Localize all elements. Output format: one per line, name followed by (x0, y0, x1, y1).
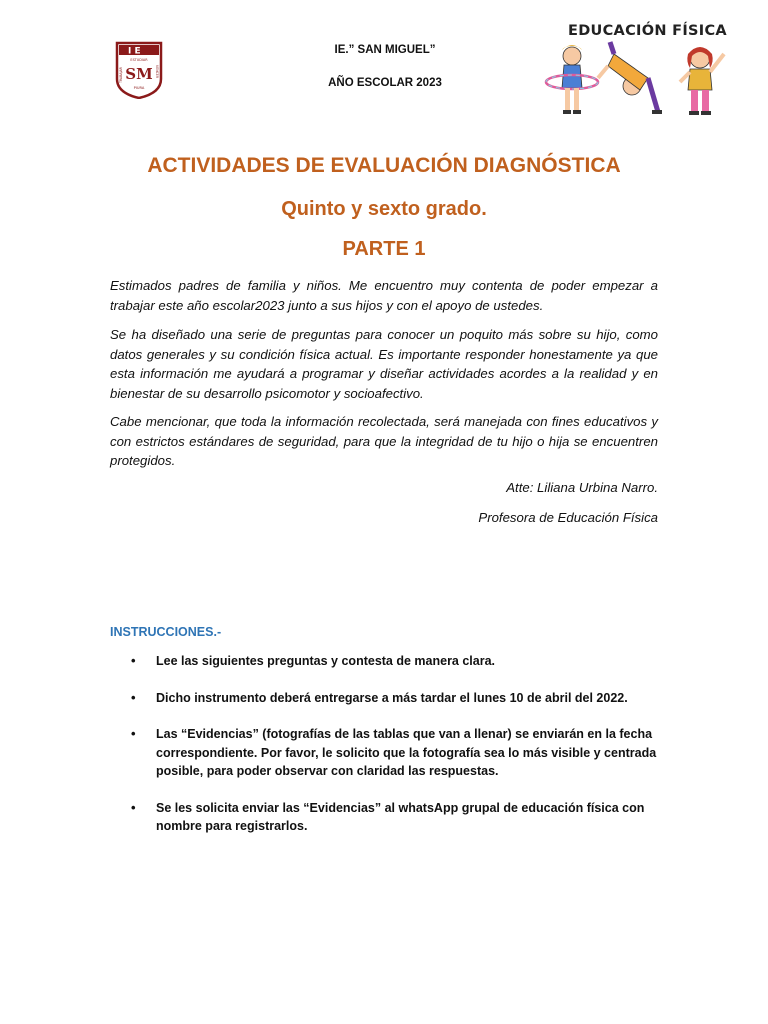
instructions-list (110, 652, 670, 854)
intro-paragraph: Estimados padres de familia y niños. Me encuentro muy contenta de poder empezar a trabajar este año escolar2023 junto a sus hijos y con el apoyo de ustedes. (110, 278, 658, 313)
instruction-item (110, 689, 670, 708)
logo-motto-right: VENCER (155, 65, 159, 79)
instructions-heading: INSTRUCCIONES.- (110, 625, 222, 639)
instruction-item (110, 725, 670, 781)
bullet-icon: • (131, 653, 136, 668)
child-hula-hoop-figure (546, 45, 598, 114)
part-heading: PARTE 1 (342, 238, 426, 260)
school-name: IE.” SAN MIGUEL” (334, 44, 436, 56)
school-year: AÑO ESCOLAR 2023 (328, 77, 442, 89)
instruction-item (110, 799, 670, 836)
instruction-text: Dicho instrumento deberá entregarse a más tardar el lunes 10 de abril del 2022. (156, 690, 628, 705)
instruction-text: Las “Evidencias” (fotografías de las tablas que van a llenar) se enviarán en la fecha correspondiente. Por favor, le solicito que la fotografía sea lo más visible y centrada posible, para poder observar con claridad las respuestas. (156, 727, 657, 778)
signature-line: Atte: Liliana Urbina Narro. (506, 480, 658, 495)
bullet-icon: • (131, 689, 136, 705)
school-logo (115, 41, 163, 99)
bullet-icon: • (131, 726, 136, 741)
child-stretching-figure (598, 42, 662, 114)
instruction-text: Lee las siguientes preguntas y contesta de manera clara. (156, 654, 496, 668)
physical-education-banner (540, 20, 730, 120)
teacher-role: Profesora de Educación Física (478, 510, 658, 525)
child-raised-arm-figure (680, 47, 724, 115)
logo-letter-i: I E (128, 46, 141, 57)
logo-motto-left: TRABAJAR (119, 67, 123, 83)
instruction-item (110, 652, 670, 671)
banner-title: EDUCACIÓN FÍSICA (568, 23, 727, 39)
bullet-icon: • (131, 799, 136, 815)
logo-initials: SM (125, 65, 153, 83)
children-exercising-illustration (540, 38, 730, 120)
purpose-paragraph: Se ha diseñado una serie de preguntas para conocer un poquito más sobre su hijo, como datos generales y su condición física actual. Es importante responder honestamente ya que esta información me ayudará a programar y diseñar actividades acordes a la realidad y en bienestar de su desarrollo psicomotor y socioafectivo. (110, 327, 658, 401)
grade-subtitle: Quinto y sexto grado. (281, 198, 487, 220)
main-title: ACTIVIDADES DE EVALUACIÓN DIAGNÓSTICA (147, 154, 621, 177)
logo-motto-top: ESTUDIAR (130, 58, 148, 62)
instruction-text: Se les solicita enviar las “Evidencias” al whatsApp grupal de educación física con nombre para registrarlos. (156, 800, 645, 833)
logo-city: PIURA (133, 86, 145, 90)
privacy-paragraph: Cabe mencionar, que toda la información recolectada, será manejada con fines educativos y con estrictos estándares de seguridad, para que la integridad de tu hijo o hija se encuentren protegidos. (110, 414, 658, 468)
